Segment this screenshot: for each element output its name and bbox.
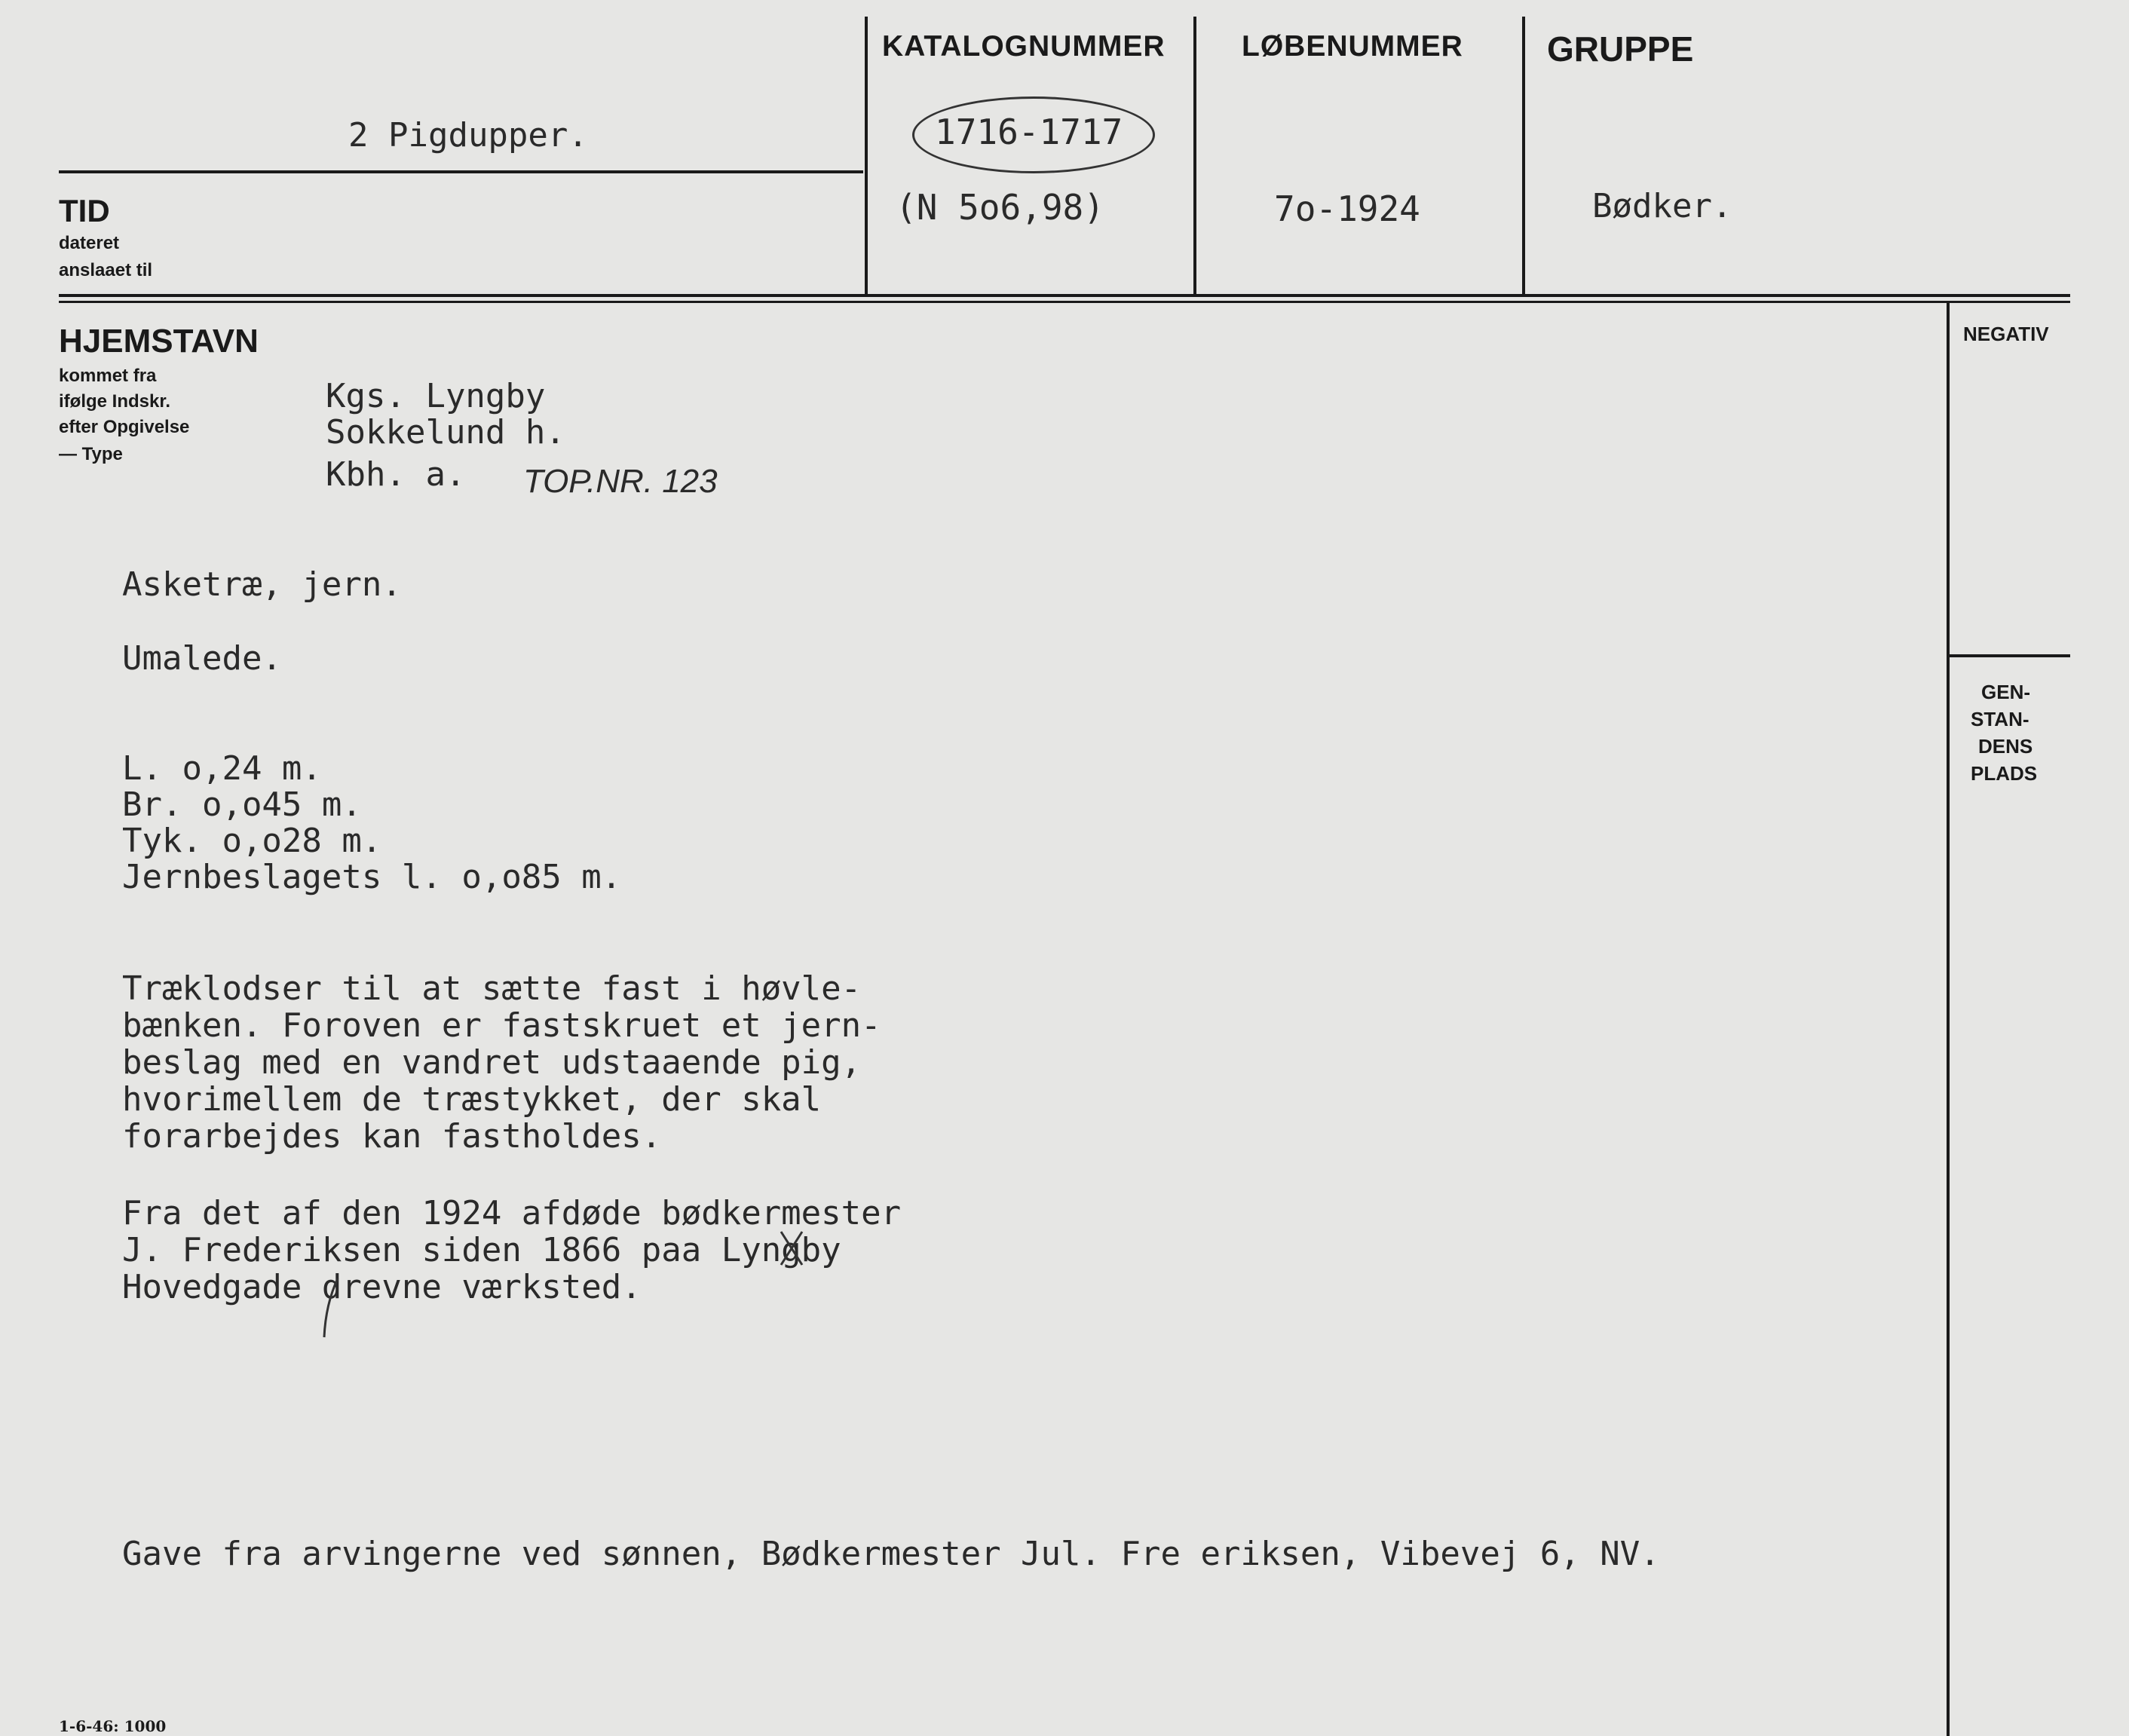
divider-gruppe [1522,17,1525,294]
hjemstavn-sublabel-type: — Type [59,444,123,464]
tid-sublabel-anslaaet: anslaaet til [59,260,153,280]
katalognummer-value: 1716-1717 [935,112,1123,152]
correction-stroke [315,1274,345,1342]
provenance-line-1: Fra det af den 1924 afdøde bødkermester [122,1194,902,1232]
side-column-rule [1947,654,2070,657]
header-rule-top [59,294,2070,297]
gift-line: Gave fra arvingerne ved sønnen, Bødkermester Jul. Fre eriksen, Vibevej 6, NV. [122,1535,1660,1573]
plads-line-4: PLADS [1971,762,2038,785]
place-line-1: Kgs. Lyngby [326,377,546,415]
loebenummer-label: LØBENUMMER [1242,30,1463,63]
provenance-line-3: Hovedgade drevne værksted. [122,1268,642,1306]
dimension-breadth: Br. o,o45 m. [122,785,362,824]
divider-loebe [1193,17,1196,294]
plads-line-3: DENS [1978,735,2033,758]
tid-label: TID [59,193,110,228]
gruppe-value: Bødker. [1592,187,1732,225]
negativ-label: NEGATIV [1963,323,2049,345]
plads-line-1: GEN- [1981,681,2030,703]
header-rule-bottom [59,301,2070,303]
print-code: 1-6-46: 1000 [59,1717,167,1735]
description-line-4: hvorimellem de træstykket, der skal [122,1080,822,1119]
katalognummer-label: KATALOGNUMMER [882,30,1166,63]
tid-sublabel-dateret: dateret [59,233,120,253]
hjemstavn-sublabel-kommet: kommet fra [59,366,157,386]
dimension-thickness: Tyk. o,o28 m. [122,822,382,860]
description-line-5: forarbejdes kan fastholdes. [122,1117,662,1156]
divider-katalog [865,17,868,294]
finish-text: Umalede. [122,639,282,678]
provenance-line-2: J. Frederiksen siden 1866 paa Lyngby [122,1231,841,1269]
top-nr-handwritten: TOP.NR. 123 [523,463,718,500]
hjemstavn-label: HJEMSTAVN [59,323,259,360]
material-text: Asketræ, jern. [122,565,402,604]
insertion-mark [777,1226,807,1271]
description-line-1: Træklodser til at sætte fast i høvle- [122,969,862,1008]
dimension-length: L. o,24 m. [122,749,322,788]
place-line-2: Sokkelund h. [326,413,565,452]
hjemstavn-sublabel-indskr: ifølge Indskr. [59,391,171,412]
katalognummer-secondary: (N 5o6,98) [896,187,1104,228]
title-underline [59,170,863,173]
description-line-3: beslag med en vandret udstaaende pig, [122,1043,862,1082]
place-line-3: Kbh. a. [326,455,466,494]
description-line-2: bænken. Foroven er fastskruet et jern- [122,1006,881,1045]
side-column-divider [1947,303,1950,1736]
plads-line-2: STAN- [1971,708,2029,730]
gruppe-label: GRUPPE [1547,29,1694,69]
hjemstavn-sublabel-opgivelse: efter Opgivelse [59,417,190,437]
object-title: 2 Pigdupper. [348,116,588,155]
loebenummer-value: 7o-1924 [1274,188,1420,229]
dimension-iron-fitting: Jernbeslagets l. o,o85 m. [122,858,622,896]
